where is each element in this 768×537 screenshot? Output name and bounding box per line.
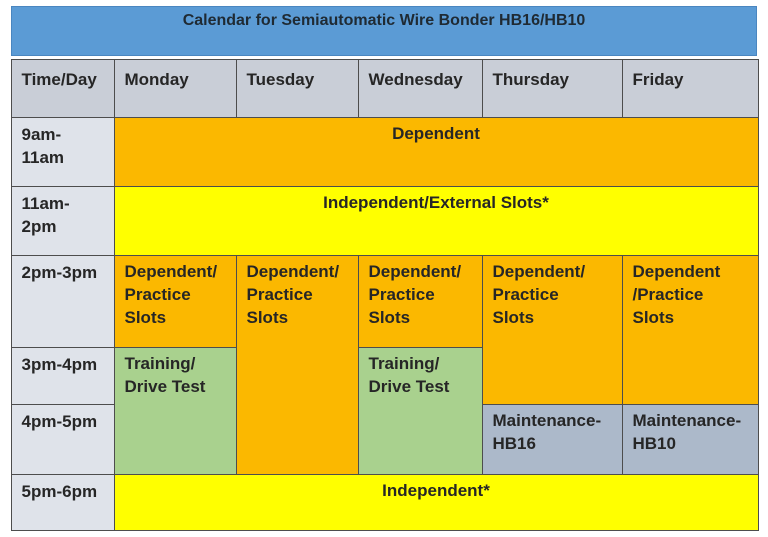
header-wednesday: Wednesday — [358, 59, 483, 118]
time-2pm-3pm: 2pm-3pm — [11, 255, 115, 348]
slot-friday-maintenance: Maintenance- HB10 — [622, 404, 759, 475]
slot-friday-practice: Dependent /Practice Slots — [622, 255, 759, 405]
time-9am-11am: 9am- 11am — [11, 117, 115, 187]
slot-tuesday-practice: Dependent/ Practice Slots — [236, 255, 359, 475]
slot-dependent-morning: Dependent — [114, 117, 759, 187]
slot-monday-training: Training/ Drive Test — [114, 347, 237, 475]
calendar-title: Calendar for Semiautomatic Wire Bonder HB16/HB10 — [11, 6, 757, 56]
time-3pm-4pm: 3pm-4pm — [11, 347, 115, 405]
header-tuesday: Tuesday — [236, 59, 359, 118]
slot-independent-evening: Independent* — [114, 474, 759, 531]
header-monday: Monday — [114, 59, 237, 118]
slot-wednesday-training: Training/ Drive Test — [358, 347, 483, 475]
schedule-table — [11, 59, 758, 530]
header-time-day: Time/Day — [11, 59, 115, 118]
header-friday: Friday — [622, 59, 759, 118]
time-11am-2pm: 11am- 2pm — [11, 186, 115, 256]
header-thursday: Thursday — [482, 59, 623, 118]
time-5pm-6pm: 5pm-6pm — [11, 474, 115, 531]
slot-thursday-maintenance: Maintenance- HB16 — [482, 404, 623, 475]
slot-independent-external: Independent/External Slots* — [114, 186, 759, 256]
slot-wednesday-practice: Dependent/ Practice Slots — [358, 255, 483, 348]
slot-thursday-practice: Dependent/ Practice Slots — [482, 255, 623, 405]
time-4pm-5pm: 4pm-5pm — [11, 404, 115, 475]
slot-monday-practice: Dependent/ Practice Slots — [114, 255, 237, 348]
